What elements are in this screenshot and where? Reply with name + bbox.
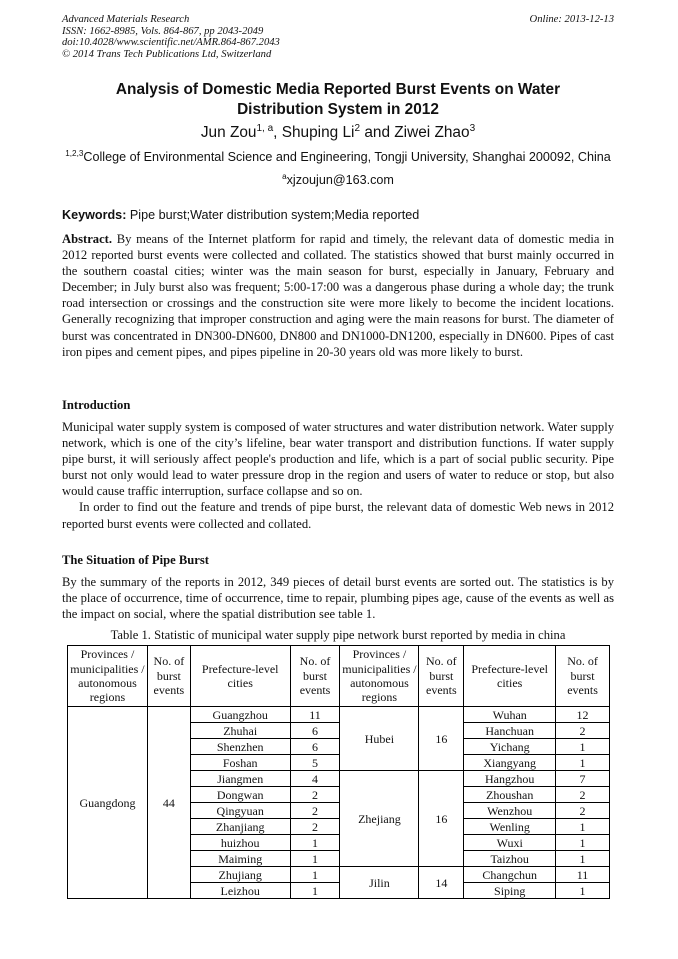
author-3-sup: 3 xyxy=(469,122,476,134)
province-cell: Zhejiang xyxy=(340,771,419,867)
city-cell: Leizhou xyxy=(190,883,290,899)
city-cell: Shenzhen xyxy=(190,739,290,755)
city-count-cell: 2 xyxy=(290,803,340,819)
issn: ISSN: 1662-8985, Vols. 864-867, pp 2043-2049 xyxy=(62,25,264,37)
email-sup: a xyxy=(282,171,287,181)
city-count-cell: 11 xyxy=(290,707,340,723)
running-header xyxy=(62,14,614,60)
author-separator: , xyxy=(273,124,282,141)
col-header-count: No. of burst events xyxy=(147,646,190,707)
city-cell: Zhuhai xyxy=(190,723,290,739)
city-count-cell: 1 xyxy=(556,851,610,867)
city-count-cell: 2 xyxy=(290,787,340,803)
city-count-cell: 1 xyxy=(556,819,610,835)
city-cell: huizhou xyxy=(190,835,290,851)
affiliation-text: College of Environmental Science and Engineering, Tongji University, Shanghai 200092, China xyxy=(83,150,611,164)
province-cell: Jilin xyxy=(340,867,419,899)
city-cell: Hangzhou xyxy=(464,771,556,787)
city-cell: Siping xyxy=(464,883,556,899)
keywords-label: Keywords: xyxy=(62,208,127,222)
table-caption: Table 1. Statistic of municipal water supply pipe network burst reported by media in china xyxy=(110,628,566,642)
city-count-cell: 1 xyxy=(556,755,610,771)
city-cell: Zhujiang xyxy=(190,867,290,883)
title-line-2: Distribution System in 2012 xyxy=(237,101,439,118)
keywords xyxy=(62,208,614,222)
city-count-cell: 5 xyxy=(290,755,340,771)
abstract-label: Abstract. xyxy=(62,232,113,246)
city-count-cell: 1 xyxy=(290,835,340,851)
burst-statistics-table xyxy=(67,645,610,899)
author-and: and xyxy=(360,124,395,141)
introduction-body xyxy=(62,419,614,532)
city-count-cell: 12 xyxy=(556,707,610,723)
author-2: Shuping Li xyxy=(281,124,355,141)
city-count-cell: 1 xyxy=(556,835,610,851)
col-header-city: Prefecture-level cities xyxy=(464,646,556,707)
city-cell: Taizhou xyxy=(464,851,556,867)
province-cell: Guangdong xyxy=(68,707,148,899)
author-email xyxy=(62,173,614,187)
city-count-cell: 1 xyxy=(290,867,340,883)
table-header-row xyxy=(68,646,610,707)
affiliation xyxy=(62,150,614,164)
abstract-text: By means of the Internet platform for rapid and timely, the relevant data of domestic media in 2012 reported burst events were collected and collated. The statistics showed that burst mainly occurred in the southern coastal cities; winter was the main season for burst, especially in January, February and December; in July burst also was frequent; 5:00-17:00 was a dangerous phase during a whole day; the trunk road intersection or crossings and the construction site were more likely to become the incident locations. Generally recognizing that improper construction and aging were the main reasons for burst. The diameter of burst was concentrated in DN300-DN600, DN800 and DN1000-DN1200, especially in DN600. Pipes of cast iron pipes and cement pipes, and pipes pipeline in 20-30 years old was more likely to burst. xyxy=(62,232,614,359)
journal-name: Advanced Materials Research xyxy=(62,14,190,25)
author-list xyxy=(62,124,614,142)
intro-paragraph-1: Municipal water supply system is composed of water structures and water distribution network. Water supply network, which is one of the city’s lifeline, bear water transport and distribution functions. If water supply pipe burst, it will seriously affect people's production and life, which is a part of social public security. Pipe burst not only would lead to water pressure drop in the region and users of water to reduce or stop, but also would cause traffic interruption, surface collapse and so on. xyxy=(62,420,614,499)
affiliation-sup: 1,2,3 xyxy=(65,148,84,158)
province-total-cell: 16 xyxy=(419,771,464,867)
city-count-cell: 6 xyxy=(290,723,340,739)
city-count-cell: 1 xyxy=(290,883,340,899)
city-cell: Zhoushan xyxy=(464,787,556,803)
city-count-cell: 2 xyxy=(556,723,610,739)
province-total-cell: 16 xyxy=(419,707,464,771)
col-header-city-count: No. of burst events xyxy=(290,646,340,707)
city-cell: Wenzhou xyxy=(464,803,556,819)
city-count-cell: 2 xyxy=(290,819,340,835)
author-1: Jun Zou xyxy=(200,124,257,141)
city-cell: Changchun xyxy=(464,867,556,883)
keywords-text: Pipe burst;Water distribution system;Media reported xyxy=(126,208,420,222)
province-total-cell: 14 xyxy=(419,867,464,899)
city-cell: Yichang xyxy=(464,739,556,755)
col-header-province: Provinces / municipalities / autonomous regions xyxy=(340,646,419,707)
city-count-cell: 2 xyxy=(556,803,610,819)
doi: doi:10.4028/www.scientific.net/AMR.864-867.2043 xyxy=(62,37,280,49)
city-cell: Guangzhou xyxy=(190,707,290,723)
city-cell: Hanchuan xyxy=(464,723,556,739)
abstract xyxy=(62,231,614,360)
city-count-cell: 11 xyxy=(556,867,610,883)
city-count-cell: 6 xyxy=(290,739,340,755)
city-count-cell: 1 xyxy=(556,883,610,899)
paper-title xyxy=(62,80,614,120)
author-3: Ziwei Zhao xyxy=(394,124,470,141)
author-2-sup: 2 xyxy=(354,122,361,134)
email-text: xjzoujun@163.com xyxy=(286,173,394,187)
city-cell: Qingyuan xyxy=(190,803,290,819)
col-header-city-count: No. of burst events xyxy=(556,646,610,707)
situation-heading: The Situation of Pipe Burst xyxy=(62,553,209,567)
situation-paragraph: By the summary of the reports in 2012, 349 pieces of detail burst events are sorted out. The statistics is by the place of occurrence, time of occurrence, time to repair, plumbing pipes age, cause of the events as well as the impact on social, where the spatial distribution see table 1. xyxy=(62,575,614,622)
city-count-cell: 2 xyxy=(556,787,610,803)
city-cell: Foshan xyxy=(190,755,290,771)
province-cell: Hubei xyxy=(340,707,419,771)
city-count-cell: 7 xyxy=(556,771,610,787)
title-line-1: Analysis of Domestic Media Reported Burst Events on Water xyxy=(115,81,561,98)
city-cell: Jiangmen xyxy=(190,771,290,787)
city-cell: Wuhan xyxy=(464,707,556,723)
city-cell: Wenling xyxy=(464,819,556,835)
col-header-province: Provinces / municipalities / autonomous regions xyxy=(68,646,148,707)
city-cell: Zhanjiang xyxy=(190,819,290,835)
city-cell: Maiming xyxy=(190,851,290,867)
city-count-cell: 4 xyxy=(290,771,340,787)
city-count-cell: 1 xyxy=(290,851,340,867)
intro-paragraph-2: In order to find out the feature and trends of pipe burst, the relevant data of domestic Web news in 2012 reported burst events were collected and collated. xyxy=(62,500,614,531)
online-date: Online: 2013-12-13 xyxy=(529,14,614,25)
introduction-heading: Introduction xyxy=(62,398,131,412)
city-cell: Dongwan xyxy=(190,787,290,803)
author-1-sup: 1, a xyxy=(256,122,274,134)
table-row xyxy=(68,707,610,723)
city-cell: Wuxi xyxy=(464,835,556,851)
copyright: © 2014 Trans Tech Publications Ltd, Switzerland xyxy=(62,48,272,60)
col-header-city: Prefecture-level cities xyxy=(190,646,290,707)
city-count-cell: 1 xyxy=(556,739,610,755)
province-total-cell: 44 xyxy=(147,707,190,899)
city-cell: Xiangyang xyxy=(464,755,556,771)
col-header-count: No. of burst events xyxy=(419,646,464,707)
